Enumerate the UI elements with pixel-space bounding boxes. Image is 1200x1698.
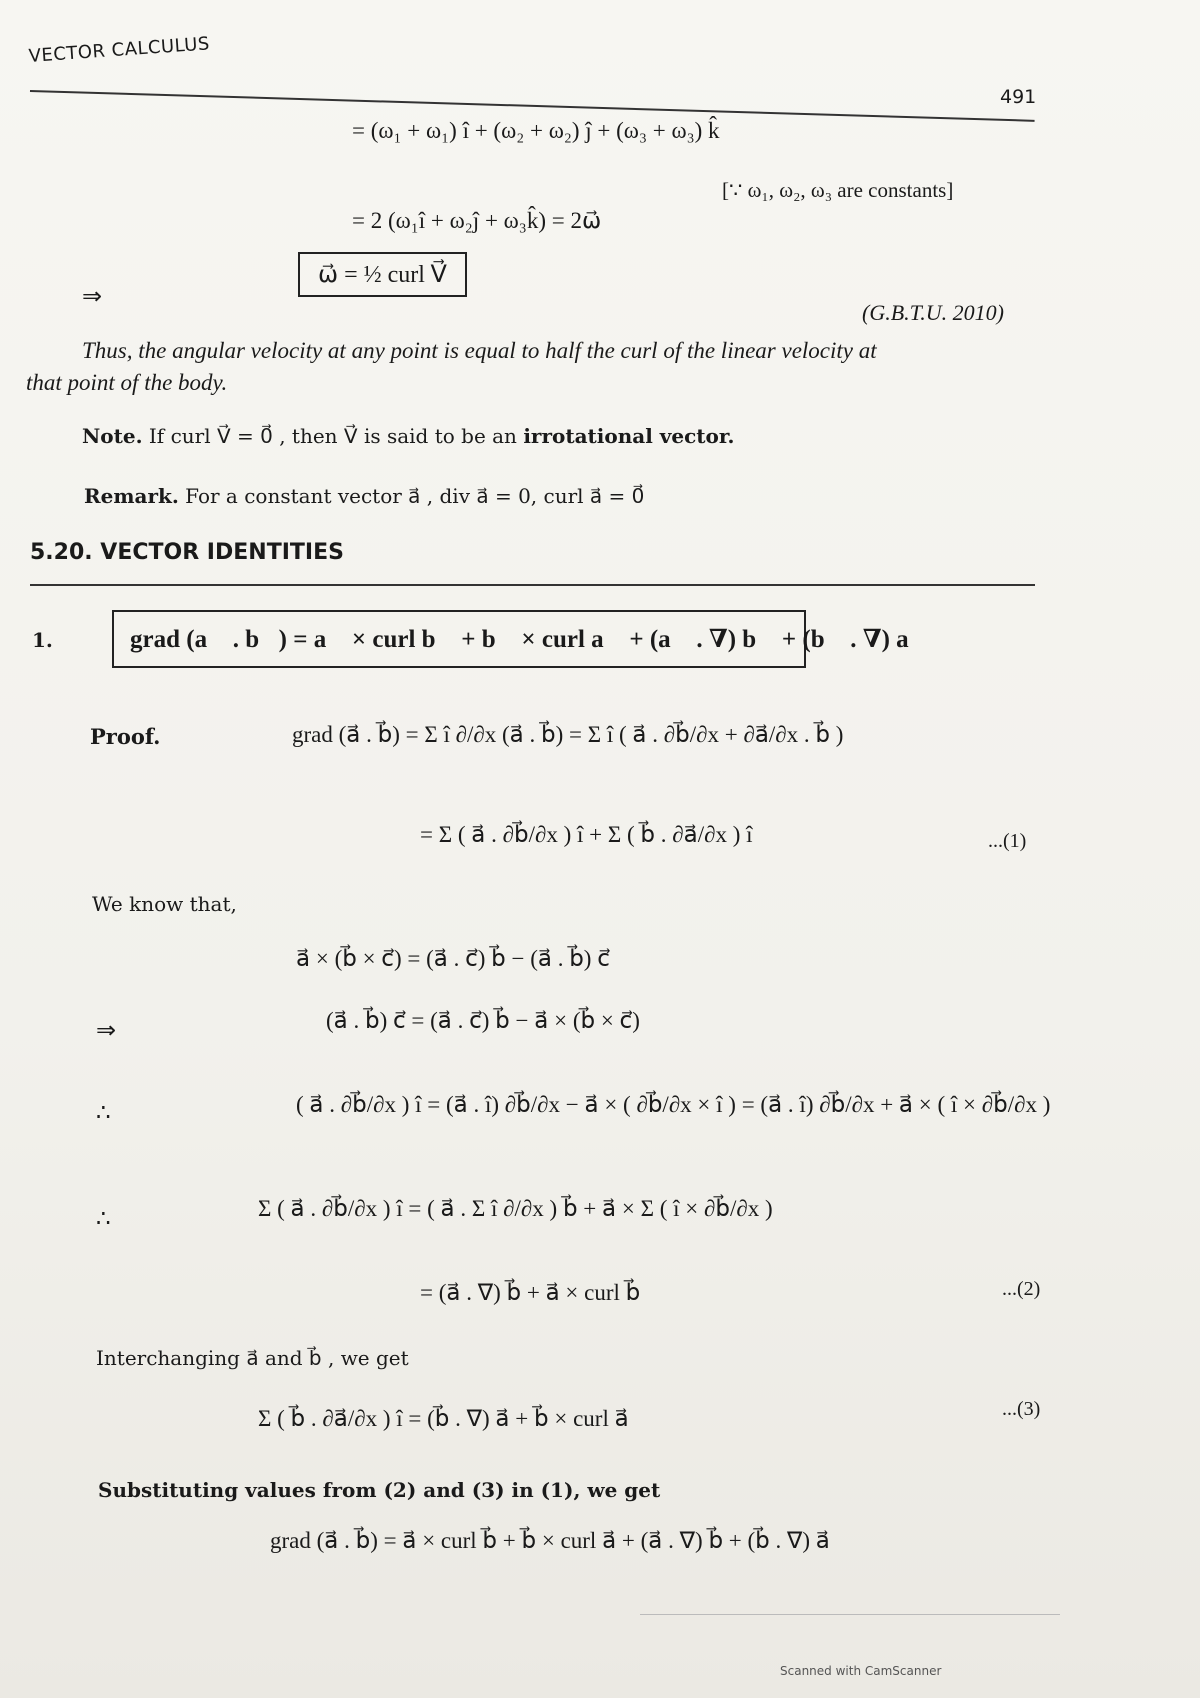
therefore-symbol-2: ∴ [96, 1206, 111, 1231]
proof-line-6: Σ ( a⃗ . ∂b⃗/∂x ) î = ( a⃗ . Σ î ∂/∂x ) b⃗ + a⃗ × Σ ( î × ∂b⃗/∂x ) [258, 1196, 773, 1221]
proof-line-4: (a⃗ . b⃗) c⃗ = (a⃗ . c⃗) b⃗ − a⃗ × (b⃗ × c⃗) [326, 1008, 640, 1033]
equation-line-2: = 2 (ω₁î + ω₂ĵ + ω₃k̂) = 2ω⃗ [352, 208, 602, 233]
proof-line-7: = (a⃗ . ∇) b⃗ + a⃗ × curl b⃗ [420, 1280, 641, 1305]
implies-symbol: ⇒ [82, 282, 103, 310]
conclusion-line-2: that point of the body. [26, 370, 228, 395]
equation-number-2: ...(2) [1002, 1278, 1041, 1300]
equation-line-1: = (ω₁ + ω₁) î + (ω₂ + ω₂) ĵ + (ω₃ + ω₃) k̂ [352, 118, 720, 143]
bottom-rule [640, 1614, 1060, 1615]
conclusion-line-1: Thus, the angular velocity at any point is equal to half the curl of the linear velocity at [82, 338, 877, 363]
section-rule [30, 584, 1035, 586]
remark-paragraph [84, 484, 644, 508]
note-label: Note. [82, 424, 143, 448]
proof-line-8: Σ ( b⃗ . ∂a⃗/∂x ) î = (b⃗ . ∇) a⃗ + b⃗ × curl a⃗ [258, 1406, 629, 1431]
citation: (G.B.T.U. 2010) [862, 300, 1004, 325]
implies-symbol-2: ⇒ [96, 1016, 117, 1044]
proof-label: Proof. [90, 724, 161, 749]
note-paragraph [82, 424, 735, 448]
scanner-watermark: Scanned with CamScanner [780, 1664, 942, 1678]
constants-note: [∵ ω₁, ω₂, ω₃ are constants] [722, 178, 954, 202]
equation-number-1: ...(1) [988, 830, 1027, 852]
substituting-text: Substituting values from (2) and (3) in (1), we get [98, 1478, 661, 1502]
proof-line-1: grad (a⃗ . b⃗) = Σ î ∂/∂x (a⃗ . b⃗) = Σ î ( a⃗ . ∂b⃗/∂x + ∂a⃗/∂x . b⃗ ) [292, 722, 844, 747]
proof-line-3: a⃗ × (b⃗ × c⃗) = (a⃗ . c⃗) b⃗ − (a⃗ . b⃗) c⃗ [296, 946, 610, 971]
note-text: If curl V⃗ = 0⃗ , then V⃗ is said to be an [142, 424, 524, 448]
equation-number-3: ...(3) [1002, 1398, 1041, 1420]
remark-label: Remark. [84, 484, 179, 508]
running-head: VECTOR CALCULUS [28, 33, 211, 67]
identity-number: 1. [32, 628, 53, 652]
identity-formula: grad (a⃗ . b⃗) = a⃗ × curl b⃗ + b⃗ × curl a⃗ + (a⃗ . ∇) b⃗ + (b⃗ . ∇) a⃗ [130, 626, 929, 653]
proof-final-line: grad (a⃗ . b⃗) = a⃗ × curl b⃗ + b⃗ × curl a⃗ + (a⃗ . ∇) b⃗ + (b⃗ . ∇) a⃗ [270, 1528, 830, 1553]
interchanging-text: Interchanging a⃗ and b⃗ , we get [96, 1346, 409, 1370]
we-know-text: We know that, [92, 892, 237, 916]
proof-line-5: ( a⃗ . ∂b⃗/∂x ) î = (a⃗ . î) ∂b⃗/∂x − a⃗ × ( ∂b⃗/∂x × î ) = (a⃗ . î) ∂b⃗/∂x + a⃗ × ( î × ∂b⃗/∂x ) [296, 1092, 1051, 1117]
section-title: 5.20. VECTOR IDENTITIES [30, 540, 344, 565]
note-emphasis: irrotational vector. [523, 424, 735, 448]
therefore-symbol-1: ∴ [96, 1100, 111, 1125]
remark-text: For a constant vector a⃗ , div a⃗ = 0, curl a⃗ = 0⃗ [178, 484, 645, 508]
proof-line-2: = Σ ( a⃗ . ∂b⃗/∂x ) î + Σ ( b⃗ . ∂a⃗/∂x ) î [420, 822, 753, 847]
page-number: 491 [1000, 86, 1037, 108]
boxed-result: ω⃗ = ½ curl V⃗ [298, 252, 467, 297]
